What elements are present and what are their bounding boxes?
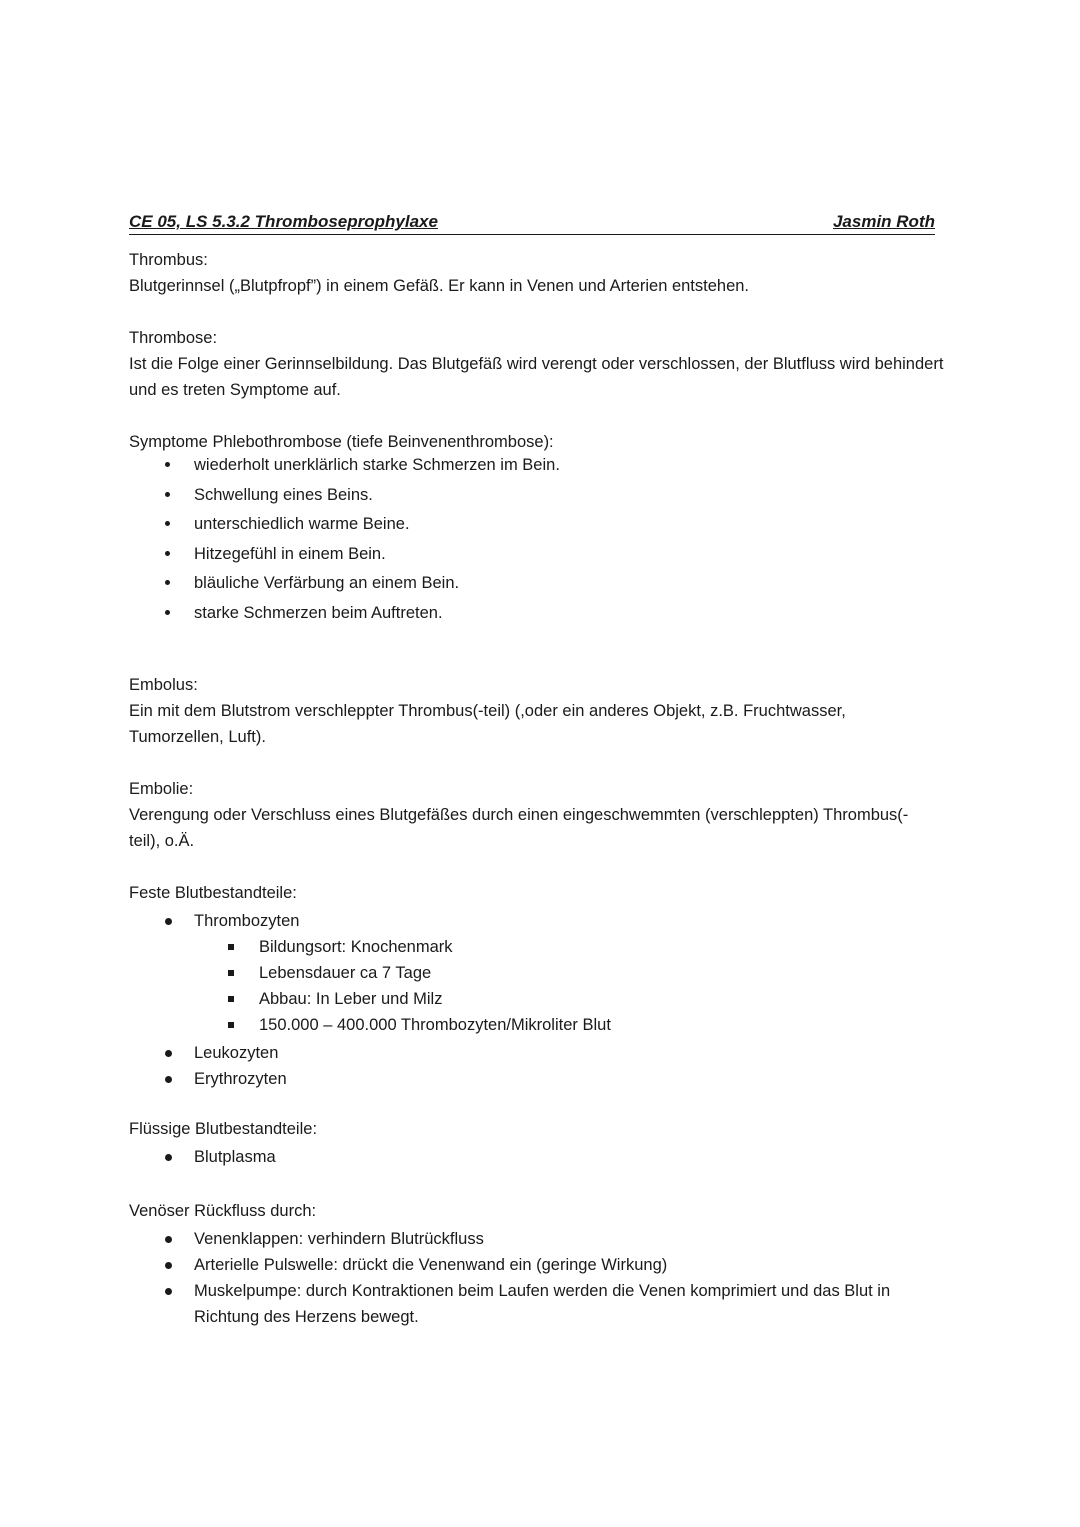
document-author: Jasmin Roth bbox=[832, 212, 935, 231]
list-item: Arterielle Pulswelle: drückt die Venenwand ein (geringe Wirkung) bbox=[129, 1252, 949, 1278]
heading-thrombus: Thrombus: bbox=[129, 251, 208, 269]
section-fluessige-blutbestandteile bbox=[129, 1116, 949, 1170]
list-item: wiederholt unerklärlich starke Schmerzen im Bein. bbox=[129, 451, 949, 481]
list-item: Schwellung eines Beins. bbox=[129, 481, 949, 511]
thrombozyten-sublist bbox=[129, 934, 949, 1038]
fluessige-list bbox=[129, 1144, 949, 1170]
document-title: CE 05, LS 5.3.2 Thromboseprophylaxe bbox=[129, 212, 438, 231]
list-item: unterschiedlich warme Beine. bbox=[129, 510, 949, 540]
list-item: bläuliche Verfärbung an einem Bein. bbox=[129, 569, 949, 599]
list-item: Muskelpumpe: durch Kontraktionen beim Laufen werden die Venen komprimiert und das Blut in Richtung des Herzens bewegt. bbox=[129, 1278, 934, 1330]
heading-embolus: Embolus: bbox=[129, 676, 198, 694]
document-header bbox=[129, 210, 935, 235]
heading-embolie: Embolie: bbox=[129, 780, 194, 798]
list-item: Venenklappen: verhindern Blutrückfluss bbox=[129, 1226, 949, 1252]
list-item-erythrozyten: Erythrozyten bbox=[129, 1066, 949, 1092]
list-item-thrombozyten bbox=[129, 908, 949, 934]
list-item: Blutplasma bbox=[129, 1144, 949, 1170]
section-thrombus bbox=[129, 247, 949, 299]
section-thrombose bbox=[129, 325, 949, 403]
section-embolus bbox=[129, 672, 949, 750]
section-venoeser-rueckfluss bbox=[129, 1198, 949, 1330]
feste-list-continued bbox=[129, 1040, 949, 1092]
list-item: Hitzegefühl in einem Bein. bbox=[129, 540, 949, 570]
heading-symptome: Symptome Phlebothrombose (tiefe Beinvenenthrombose): bbox=[129, 433, 554, 451]
text-embolie: Verengung oder Verschluss eines Blutgefäßes durch einen eingeschwemmten (verschleppten) Thrombus(-teil), o.Ä. bbox=[129, 806, 909, 850]
text-thrombus: Blutgerinnsel („Blutpfropf”) in einem Gefäß. Er kann in Venen und Arterien entstehen. bbox=[129, 277, 750, 295]
symptom-list bbox=[129, 451, 949, 628]
sub-list-item: Bildungsort: Knochenmark bbox=[129, 934, 949, 960]
heading-venoes: Venöser Rückfluss durch: bbox=[129, 1202, 317, 1220]
list-item-label: Thrombozyten bbox=[194, 912, 300, 930]
document-page bbox=[129, 210, 949, 1330]
heading-fluessige: Flüssige Blutbestandteile: bbox=[129, 1120, 318, 1138]
sub-list-item: 150.000 – 400.000 Thrombozyten/Mikroliter Blut bbox=[129, 1012, 949, 1038]
section-feste-blutbestandteile bbox=[129, 880, 949, 1092]
venoes-list bbox=[129, 1226, 949, 1330]
heading-feste: Feste Blutbestandteile: bbox=[129, 884, 297, 902]
section-symptome bbox=[129, 429, 949, 628]
text-embolus: Ein mit dem Blutstrom verschleppter Thrombus(-teil) (,oder ein anderes Objekt, z.B. Fruchtwasser, Tumorzellen, Luft). bbox=[129, 702, 846, 746]
section-embolie bbox=[129, 776, 949, 854]
heading-thrombose: Thrombose: bbox=[129, 329, 218, 347]
list-item: starke Schmerzen beim Auftreten. bbox=[129, 599, 949, 629]
sub-list-item: Abbau: In Leber und Milz bbox=[129, 986, 949, 1012]
text-thrombose: Ist die Folge einer Gerinnselbildung. Das Blutgefäß wird verengt oder verschlossen, der Blutfluss wird behindert und es treten Symptome auf. bbox=[129, 355, 944, 399]
feste-list bbox=[129, 908, 949, 934]
sub-list-item: Lebensdauer ca 7 Tage bbox=[129, 960, 949, 986]
list-item-leukozyten: Leukozyten bbox=[129, 1040, 949, 1066]
